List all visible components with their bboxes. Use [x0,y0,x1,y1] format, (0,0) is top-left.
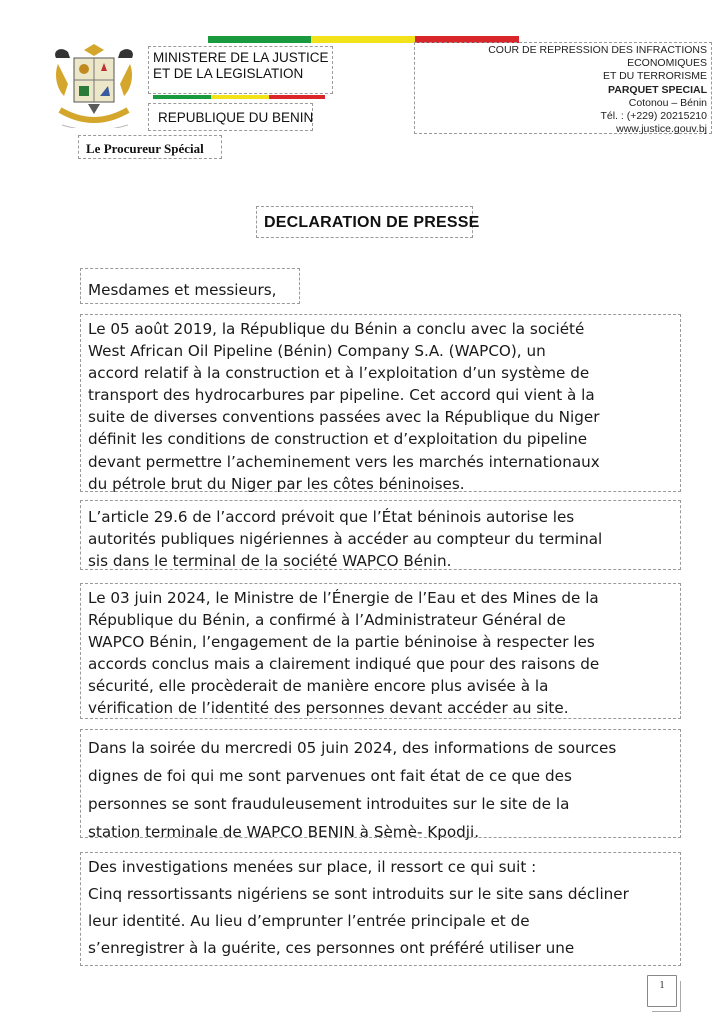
paragraph-3-line: accords conclus mais a clairement indiqué que pour des raisons de [88,655,600,674]
ministry-line-2: ET DE LA LEGISLATION [153,66,304,81]
paragraph-3-line: sécurité, elle procèderait de manière encore plus avisée à la [88,677,549,696]
court-line-1: COUR DE REPRESSION DES INFRACTIONS ECONOMIQUES [488,44,707,70]
paragraph-4-line: personnes se sont frauduleusement introduites sur le site de la [88,795,570,813]
paragraph-1-line: suite de diverses conventions passées avec la République du Niger [88,408,600,427]
paragraph-1-line: devant permettre l’acheminement vers les marchés internationaux [88,452,600,471]
paragraph-4-line: Dans la soirée du mercredi 05 juin 2024, des informations de sources [88,739,617,757]
flag-band-yellow [311,36,415,43]
parquet-label: PARQUET SPECIAL [608,83,707,96]
paragraph-3-line: WAPCO Bénin, l’engagement de la partie béninoise à respecter les [88,633,595,652]
paragraph-5-line: Des investigations menées sur place, il ressort ce qui suit : [88,858,537,876]
court-website[interactable]: www.justice.gouv.bj [616,123,707,136]
document-title: DECLARATION DE PRESSE [264,214,480,231]
ministry-band-yellow [211,95,269,99]
paragraph-5 [88,854,670,962]
paragraph-2-line: sis dans le terminal de la société WAPCO Bénin. [88,552,452,571]
paragraph-1 [88,318,670,495]
paragraph-1-line: transport des hydrocarbures par pipeline. Cet accord qui vient à la [88,386,595,405]
ministry-band-green [153,95,211,99]
ministry-name [153,50,329,82]
paragraph-1-line: du pétrole brut du Niger par les côtes béninoises. [88,474,465,493]
paragraph-5-line: s’enregistrer à la guérite, ces personnes ont préféré utiliser une [88,939,575,957]
paragraph-3 [88,587,670,720]
paragraph-2-line: autorités publiques nigériennes à accéder au compteur du terminal [88,530,603,549]
paragraph-5-line: Cinq ressortissants nigériens se sont introduits sur le site sans décliner [88,885,629,903]
paragraph-3-line: vérification de l’identité des personnes devant accéder au site. [88,699,569,718]
court-details [407,44,707,136]
court-city: Cotonou – Bénin [628,96,707,109]
flag-band-green [208,36,311,43]
procureur-title: Le Procureur Spécial [86,141,204,156]
paragraph-3-line: République du Bénin, a confirmé à l’Administrateur Général de [88,611,566,630]
paragraph-1-line: Le 05 août 2019, la République du Bénin a conclu avec la société [88,320,585,338]
emblem-motto-ribbon [60,123,130,128]
court-phone: Tél. : (+229) 20215210 [600,110,707,123]
paragraph-2-line: L’article 29.6 de l’accord prévoit que l’État béninois autorise les [88,508,575,526]
paragraph-2 [88,506,670,572]
paragraph-4-line: station terminale de WAPCO BENIN à Sèmè- Kpodji. [88,823,480,841]
republic-name: REPUBLIQUE DU BENIN [158,110,314,125]
paragraph-4 [88,734,670,846]
paragraph-3-line: Le 03 juin 2024, le Ministre de l’Énergie de l’Eau et des Mines de la [88,589,599,607]
paragraph-1-line: définit les conditions de construction et d’exploitation du pipeline [88,430,588,449]
ministry-band-red [269,95,325,99]
paragraph-5-line: leur identité. Au lieu d’emprunter l’entrée principale et de [88,912,530,930]
court-line-2: ET DU TERRORISME [602,70,707,83]
greeting: Mesdames et messieurs, [88,281,277,299]
paragraph-1-line: accord relatif à la construction et à l’exploitation d’un système de [88,364,590,383]
paragraph-4-line: dignes de foi qui me sont parvenues ont fait état de ce que des [88,767,572,785]
paragraph-1-line: West African Oil Pipeline (Bénin) Company S.A. (WAPCO), un [88,342,546,361]
emblem-motto [60,118,130,128]
ministry-line-1: MINISTERE DE LA JUSTICE [153,50,329,65]
page-number: 1 [647,975,677,1007]
